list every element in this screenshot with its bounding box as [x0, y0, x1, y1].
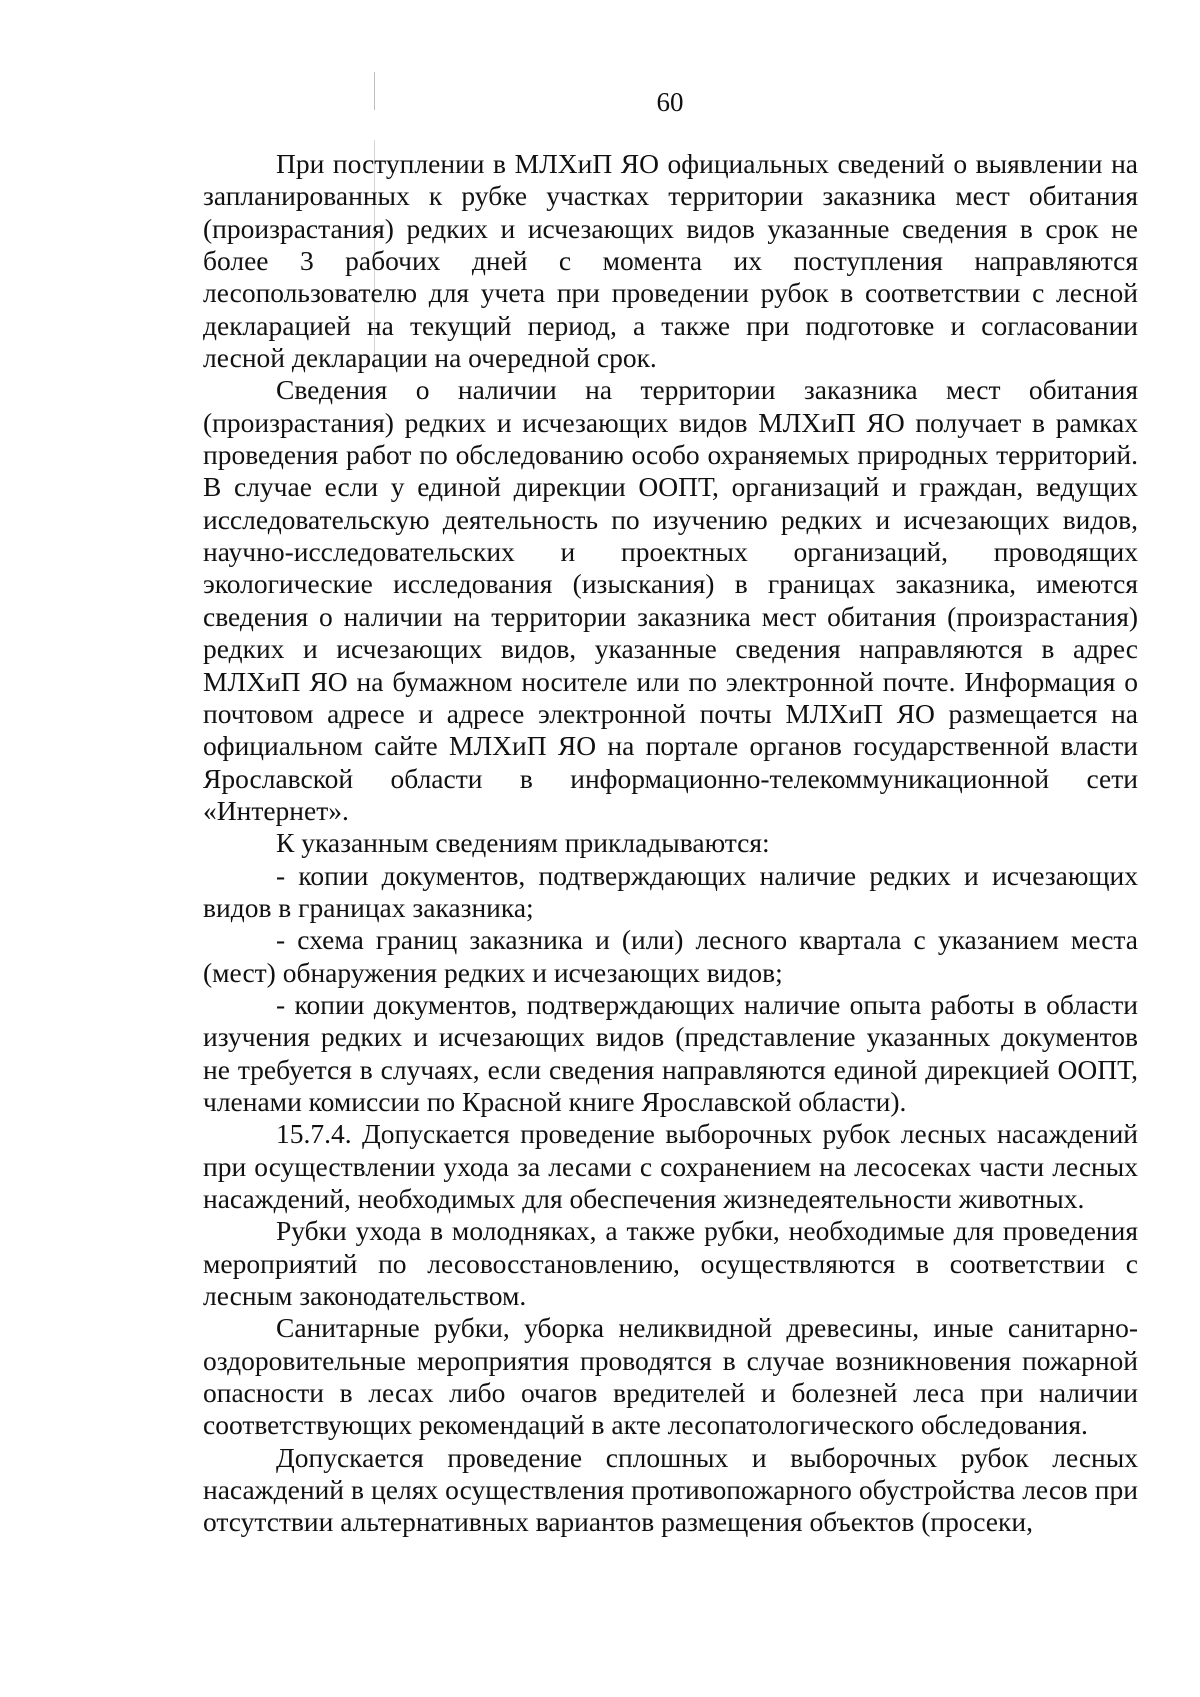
list-item: - копии документов, подтверждающих наличие опыта работы в области изучения редких и исчезающих видов (представление указанных документов не требуется в случаях, если сведения направляются единой дирекцией ООПТ, членами комиссии по Красной книге Ярославской области). [203, 988, 1138, 1117]
document-body [203, 148, 1138, 1539]
list-item: - схема границ заказника и (или) лесного квартала с указанием места (мест) обнаружения редких и исчезающих видов; [203, 924, 1138, 988]
paragraph: При поступлении в МЛХиП ЯО официальных сведений о выявлении на запланированных к рубке участках территории заказника мест обитания (произрастания) редких и исчезающих видов указанные сведения в срок не более 3 рабочих дней с момента их поступления направляются лесопользователю для учета при проведении рубок в соответствии с лесной декларацией на текущий период, а также при подготовке и согласовании лесной декларации на очередной срок. [203, 148, 1138, 374]
paragraph: Санитарные рубки, уборка неликвидной древесины, иные санитарно-оздоровительные мероприятия проводятся в случае возникновения пожарной опасности в лесах либо очагов вредителей и болезней леса при наличии соответствующих рекомендаций в акте лесопатологического обследования. [203, 1312, 1138, 1441]
paragraph: Допускается проведение сплошных и выборочных рубок лесных насаждений в целях осуществления противопожарного обустройства лесов при отсутствии альтернативных вариантов размещения объектов (просеки, [203, 1441, 1138, 1538]
paragraph: 15.7.4. Допускается проведение выборочных рубок лесных насаждений при осуществлении ухода за лесами с сохранением на лесосеках части лесных насаждений, необходимых для обеспечения жизнедеятельности животных. [203, 1118, 1138, 1214]
paragraph: Рубки ухода в молодняках, а также рубки, необходимые для проведения мероприятий по лесовосстановлению, осуществляются в соответствии с лесным законодательством. [203, 1215, 1138, 1312]
paragraph: К указанным сведениям прикладываются: [276, 827, 770, 859]
page-number: 60 [656, 87, 684, 117]
list-item: - копии документов, подтверждающих наличие редких и исчезающих видов в границах заказника; [203, 859, 1138, 923]
paragraph: Сведения о наличии на территории заказника мест обитания (произрастания) редких и исчезающих видов МЛХиП ЯО получает в рамках проведения работ по обследованию особо охраняемых природных территорий. В случае если у единой дирекции ООПТ, организаций и граждан, ведущих исследовательскую деятельность по изучению редких и исчезающих видов, научно-исследовательских и проектных организаций, проводящих экологические исследования (изыскания) в границах заказника, имеются сведения о наличии на территории заказника мест обитания (произрастания) редких и исчезающих видов, указанные сведения направляются в адрес МЛХиП ЯО на бумажном носителе или по электронной почте. Информация о почтовом адресе и адресе электронной почты МЛХиП ЯО размещается на официальном сайте МЛХиП ЯО на портале органов государственной власти Ярославской области в информационно-телекоммуникационной сети «Интернет». [203, 374, 1138, 826]
